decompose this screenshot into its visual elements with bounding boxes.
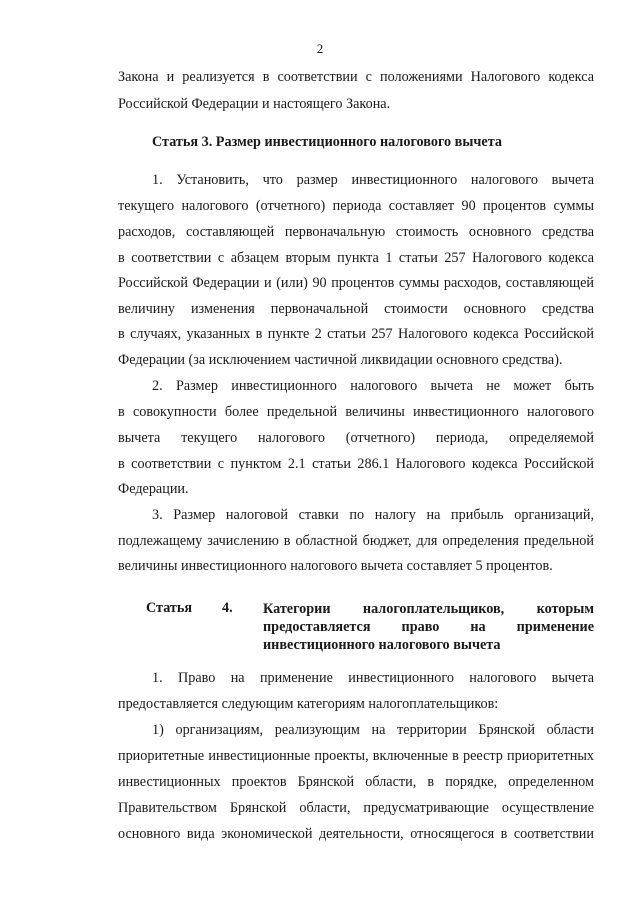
- paragraph-line: в случаях, указанных в пункте 2 статьи 257 Налогового кодекса Российской: [118, 326, 594, 342]
- paragraph-line: 1. Установить, что размер инвестиционного налогового вычета: [152, 172, 594, 188]
- article-4-heading-line: Категории налогоплательщиков, которым: [263, 601, 594, 617]
- paragraph-line: величины инвестиционного налогового вычета составляет 5 процентов.: [118, 558, 553, 574]
- paragraph-line: в соответствии с абзацем вторым пункта 1 статьи 257 Налогового кодекса: [118, 250, 594, 266]
- paragraph-line: Федерации.: [118, 481, 189, 497]
- paragraph-line: текущего налогового (отчетного) периода составляет 90 процентов суммы: [118, 198, 594, 214]
- paragraph-line: 1. Право на применение инвестиционного налогового вычета: [152, 670, 594, 686]
- list-item-line: приоритетные инвестиционные проекты, включенные в реестр приоритетных: [118, 748, 594, 764]
- paragraph-line: в соответствии с пунктом 2.1 статьи 286.1 Налогового кодекса Российской: [118, 456, 594, 472]
- article-4-heading-line: инвестиционного налогового вычета: [263, 637, 501, 653]
- paragraph-line: 2. Размер инвестиционного налогового вычета не может быть: [152, 378, 594, 394]
- paragraph-line: в совокупности более предельной величины инвестиционного налогового: [118, 404, 594, 420]
- list-item-line: 1) организациям, реализующим на территории Брянской области: [152, 722, 594, 738]
- paragraph-line: Российской Федерации и (или) 90 процентов суммы расходов, составляющей: [118, 275, 594, 291]
- page-number: 2: [316, 41, 324, 56]
- list-item-line: Правительством Брянской области, предусматривающие осуществление: [118, 800, 594, 816]
- intro-line: Российской Федерации и настоящего Закона.: [118, 96, 391, 112]
- list-item-line: инвестиционных проектов Брянской области, в порядке, определенном: [118, 774, 594, 790]
- paragraph-line: расходов, составляющей первоначальную стоимость основного средства: [118, 224, 594, 240]
- paragraph-line: предоставляется следующим категориям налогоплательщиков:: [118, 696, 499, 712]
- paragraph-line: Федерации (за исключением частичной ликвидации основного средства).: [118, 352, 563, 368]
- paragraph-line: вычета текущего налогового (отчетного) периода, определяемой: [118, 430, 594, 446]
- paragraph-line: подлежащему зачислению в областной бюджет, для определения предельной: [118, 533, 594, 549]
- paragraph-line: 3. Размер налоговой ставки по налогу на прибыль организаций,: [152, 507, 594, 523]
- article-4-label: Статья: [146, 600, 193, 616]
- article-3-heading: Статья 3. Размер инвестиционного налогового вычета: [152, 134, 502, 150]
- intro-line: Закона и реализуется в соответствии с положениями Налогового кодекса: [118, 69, 594, 85]
- article-4-number: 4.: [222, 600, 233, 616]
- list-item-line: основного вида экономической деятельности, относящегося в соответствии: [118, 826, 594, 842]
- article-4-heading-line: предоставляется право на применение: [263, 619, 594, 635]
- paragraph-line: величину изменения первоначальной стоимости основного средства: [118, 301, 594, 317]
